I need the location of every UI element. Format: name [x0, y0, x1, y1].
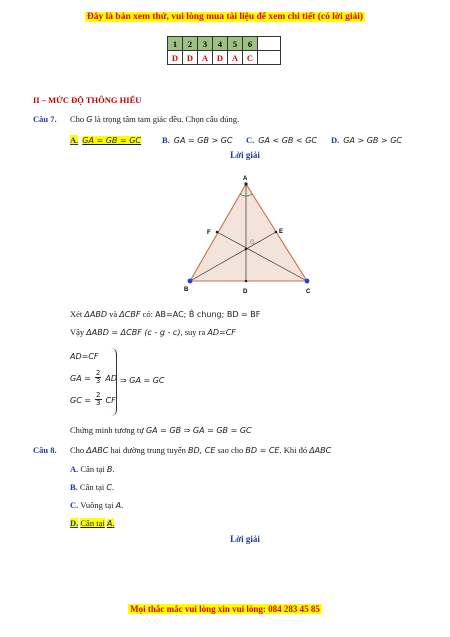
table-cell: C	[243, 51, 258, 65]
system-conclusion: ⇒ GA = GC	[120, 376, 165, 385]
fraction-two-thirds: $\frac{2}{3}$	[96, 390, 101, 407]
table-cell: 6	[243, 37, 258, 51]
question-7-option-c[interactable]: C. GA < GB < GC	[246, 135, 317, 145]
question-7-option-d[interactable]: D. GA > GB > GC	[331, 135, 402, 145]
table-cell: A	[228, 51, 243, 65]
question-8-stem: Cho ΔABC hai đường trung tuyến BD, CE sao cho BD = CE. Khi đó ΔABC	[70, 445, 332, 455]
label-d: D	[243, 289, 248, 295]
section-title: II – MỨC ĐỘ THÔNG HIỂU	[33, 95, 142, 105]
label-c: C	[306, 289, 311, 295]
table-cell	[258, 37, 281, 51]
answer-table-values-row	[168, 51, 281, 65]
proof-similar: Chứng minh tương tự GA = GB ⇒ GA = GB = GC	[70, 425, 252, 435]
question-7-option-b[interactable]: B. GA = GB > GC	[162, 135, 233, 145]
table-cell	[258, 51, 281, 65]
question-7-label: Câu 7.	[33, 114, 57, 124]
answer-table-header-row	[168, 37, 281, 51]
point-b	[188, 279, 193, 284]
label-b: B	[184, 287, 189, 293]
proof-line-2: Vậy ΔABD = ΔCBF (c - g - c), suy ra AD=CF	[70, 327, 236, 337]
proof-line-1: Xét ΔABD và ΔCBF có: AB=AC; B̂ chung; BD = BF	[70, 309, 261, 319]
table-cell: D	[183, 51, 198, 65]
system-line-2: GA = $\frac{2}{3}$ AD	[70, 368, 118, 385]
table-cell: 4	[213, 37, 228, 51]
fraction-two-thirds: $\frac{2}{3}$	[95, 368, 101, 385]
table-cell: 2	[183, 37, 198, 51]
question-8-option-a[interactable]: A. Cân tại B.	[70, 464, 115, 474]
question-8-option-c[interactable]: C. Vuông tại A.	[70, 500, 124, 510]
table-cell: 5	[228, 37, 243, 51]
answer-table	[167, 36, 281, 65]
solution-title-1: Lời giải	[230, 150, 260, 160]
label-a: A	[243, 176, 248, 182]
question-8-label: Câu 8.	[33, 445, 57, 455]
point-f	[216, 231, 219, 234]
preview-banner: Đây là bản xem thử, vui lòng mua tài liệu để xem chi tiết (có lời giải)	[86, 12, 364, 22]
solution-title-2: Lời giải	[230, 534, 260, 544]
system-line-1: AD=CF	[70, 352, 99, 361]
triangle-figure	[180, 170, 320, 300]
point-g	[245, 248, 248, 251]
question-7-stem: Cho G là trọng tâm tam giác đều. Chọn câu đúng.	[70, 114, 240, 124]
table-cell: A	[198, 51, 213, 65]
point-c	[305, 279, 310, 284]
table-cell: 1	[168, 37, 183, 51]
point-a	[244, 182, 247, 185]
question-8-option-b[interactable]: B. Cân tại C.	[70, 482, 115, 492]
label-g: G	[250, 240, 255, 246]
table-cell: D	[213, 51, 228, 65]
system-line-3: GC = $\frac{2}{3}$ CF	[70, 390, 116, 407]
label-f: F	[207, 230, 211, 236]
question-7-option-a[interactable]: A. GA = GB = GC	[70, 135, 141, 145]
contact-footer: Mọi thắc mắc vui lòng xin vui lòng: 084 283 45 85	[130, 604, 320, 614]
table-cell: 3	[198, 37, 213, 51]
label-e: E	[279, 229, 284, 235]
question-8-option-d[interactable]: D. Cân tại A.	[70, 518, 115, 528]
point-e	[275, 231, 278, 234]
table-cell: D	[168, 51, 183, 65]
point-d	[245, 280, 248, 283]
equation-system	[68, 348, 117, 416]
